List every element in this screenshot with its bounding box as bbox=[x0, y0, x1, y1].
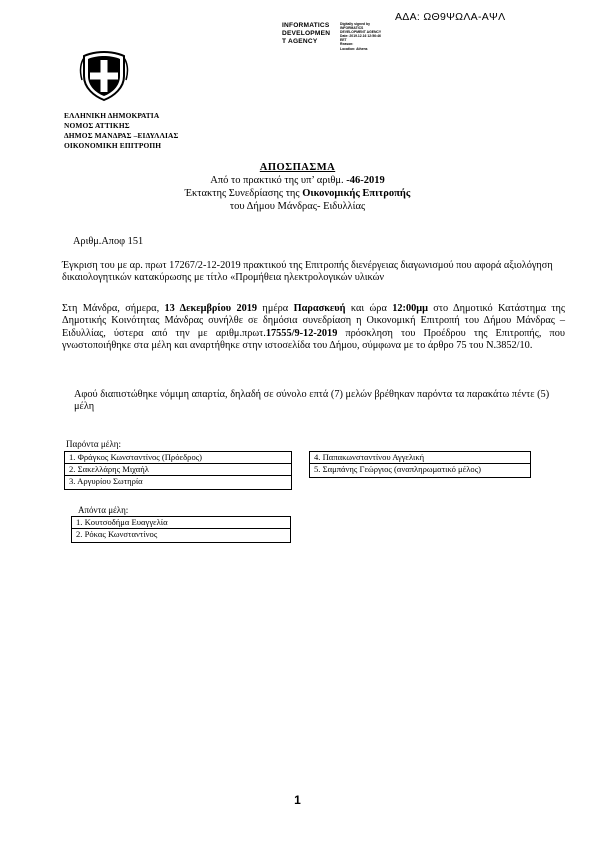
present-members-right-table bbox=[309, 451, 531, 478]
signature-agency-name bbox=[282, 22, 330, 46]
session-date: 13 Δεκεμβρίου 2019 bbox=[164, 303, 258, 314]
signature-title-line: T AGENCY bbox=[282, 38, 318, 45]
member-row: 4. Παπακωνσταντίνου Αγγελική bbox=[310, 452, 530, 464]
minutes-number: -46-2019 bbox=[346, 175, 385, 186]
signature-title-line: INFORMATICS bbox=[282, 22, 330, 29]
committee-name: Οικονομικής Επιτροπής bbox=[302, 188, 411, 199]
signature-detail-line: Reason: bbox=[340, 42, 354, 47]
session-day: Παρασκευή bbox=[293, 303, 346, 314]
quorum-statement: Αφού διαπιστώθηκε νόμιμη απαρτία, δηλαδή σε σύνολο επτά (7) μελών βρέθηκαν παρόντα τα παρακάτω πέντε (5) μέλη bbox=[74, 389, 550, 413]
invitation-number: 17555/9-12-2019 bbox=[265, 327, 338, 339]
header-line: ΕΛΛΗΝΙΚΗ ΔΗΜΟΚΡΑΤΙΑ bbox=[64, 111, 160, 120]
greek-emblem-icon bbox=[78, 50, 130, 102]
header-line: ΝΟΜΟΣ ΑΤΤΙΚΗΣ bbox=[64, 121, 130, 130]
signature-detail-line: Digitally signed by bbox=[340, 22, 370, 26]
body-text: ημέρα bbox=[257, 303, 294, 314]
signature-details bbox=[340, 22, 381, 51]
decision-subject: Έγκριση του με αρ. πρωτ 17267/2-12-2019 πρακτικού της Επιτροπής διενέργειας διαγωνισμού που αφορά αξιολόγηση δικαιολογητικών κατακύρωσης με τίτλο «Προμήθεια ηλεκτρολογικών υλικών bbox=[62, 260, 553, 284]
member-row: 1. Φράγκος Κωνσταντίνος (Πρόεδρος) bbox=[65, 452, 291, 464]
member-row: 2. Ρόκας Κωνσταντίνος bbox=[76, 529, 158, 539]
session-paragraph bbox=[62, 303, 565, 353]
body-text: στο Δημοτικό Κατάστημα της Δημοτικής Κοινότητας Μάνδρας συνήλθε σε δημόσια συνεδρίαση η Οικονομική Επιτροπή του Δήμου Μάνδρας – Ειδυλλίας, ύστερα από την με αριθμ.πρωτ. bbox=[62, 303, 565, 339]
member-row: 3. Αργυρίου Σωτηρία bbox=[69, 476, 143, 486]
signature-detail-line: Location: Athens bbox=[340, 46, 368, 51]
header-line: ΔΗΜΟΣ ΜΑΝΔΡΑΣ –ΕΙΔΥΛΛΙΑΣ bbox=[64, 131, 179, 140]
session-type-text: Έκτακτης Συνεδρίασης της bbox=[184, 188, 303, 199]
signature-detail-line: INFORMATICS bbox=[340, 26, 364, 31]
absent-members-table bbox=[71, 516, 291, 543]
present-members-label: Παρόντα μέλη: bbox=[66, 439, 121, 449]
municipality-name: του Δήμου Μάνδρας- Ειδυλλίας bbox=[229, 201, 366, 212]
ada-code: ΑΔΑ: ΩΘ9ΨΩΛΑ-ΑΨΛ bbox=[395, 11, 506, 23]
session-type bbox=[0, 188, 595, 201]
signature-detail-line: EET bbox=[340, 38, 347, 43]
present-members-left-table bbox=[64, 451, 292, 490]
member-row: 1. Κουτσοδήμα Ευαγγελία bbox=[72, 517, 290, 529]
body-text: και ώρα bbox=[345, 303, 393, 314]
signature-detail-line: DEVELOPMENT AGENCY bbox=[340, 30, 382, 35]
authority-header bbox=[64, 111, 179, 151]
body-text: πρόσκληση του Προέδρου της Επιτροπής, που γνωστοποιήθηκε στα μέλη και αναρτήθηκε στην ιστοσελίδα του Δήμου, σύμφωνα με το άρθρο 75 του Ν.3852/10. bbox=[62, 327, 566, 352]
signature-title-line: DEVELOPMEN bbox=[282, 30, 331, 37]
member-row: 2. Σακελλάρης Μιχαήλ bbox=[65, 464, 291, 476]
signature-detail-line: Date: 2019.12.16 12:56:46 bbox=[340, 34, 381, 39]
decision-number: Αριθμ.Αποφ 151 bbox=[73, 236, 144, 247]
header-line: ΟΙΚΟΝΟΜΙΚΗ ΕΠΙΤΡΟΠΗ bbox=[64, 141, 162, 150]
minutes-reference-text: Από το πρακτικό της υπ’ αριθμ. bbox=[210, 175, 347, 186]
absent-members-label: Απόντα μέλη: bbox=[78, 505, 129, 515]
page-number: 1 bbox=[294, 793, 301, 807]
session-time: 12:00μμ bbox=[392, 303, 428, 314]
body-text: Στη Μάνδρα, σήμερα, bbox=[62, 303, 165, 314]
member-row: 5. Σαμπάνης Γεώργιος (αναπληρωματικό μέλος) bbox=[314, 464, 481, 474]
minutes-reference bbox=[0, 175, 595, 188]
document-title: ΑΠΟΣΠΑΣΜΑ bbox=[259, 162, 336, 173]
